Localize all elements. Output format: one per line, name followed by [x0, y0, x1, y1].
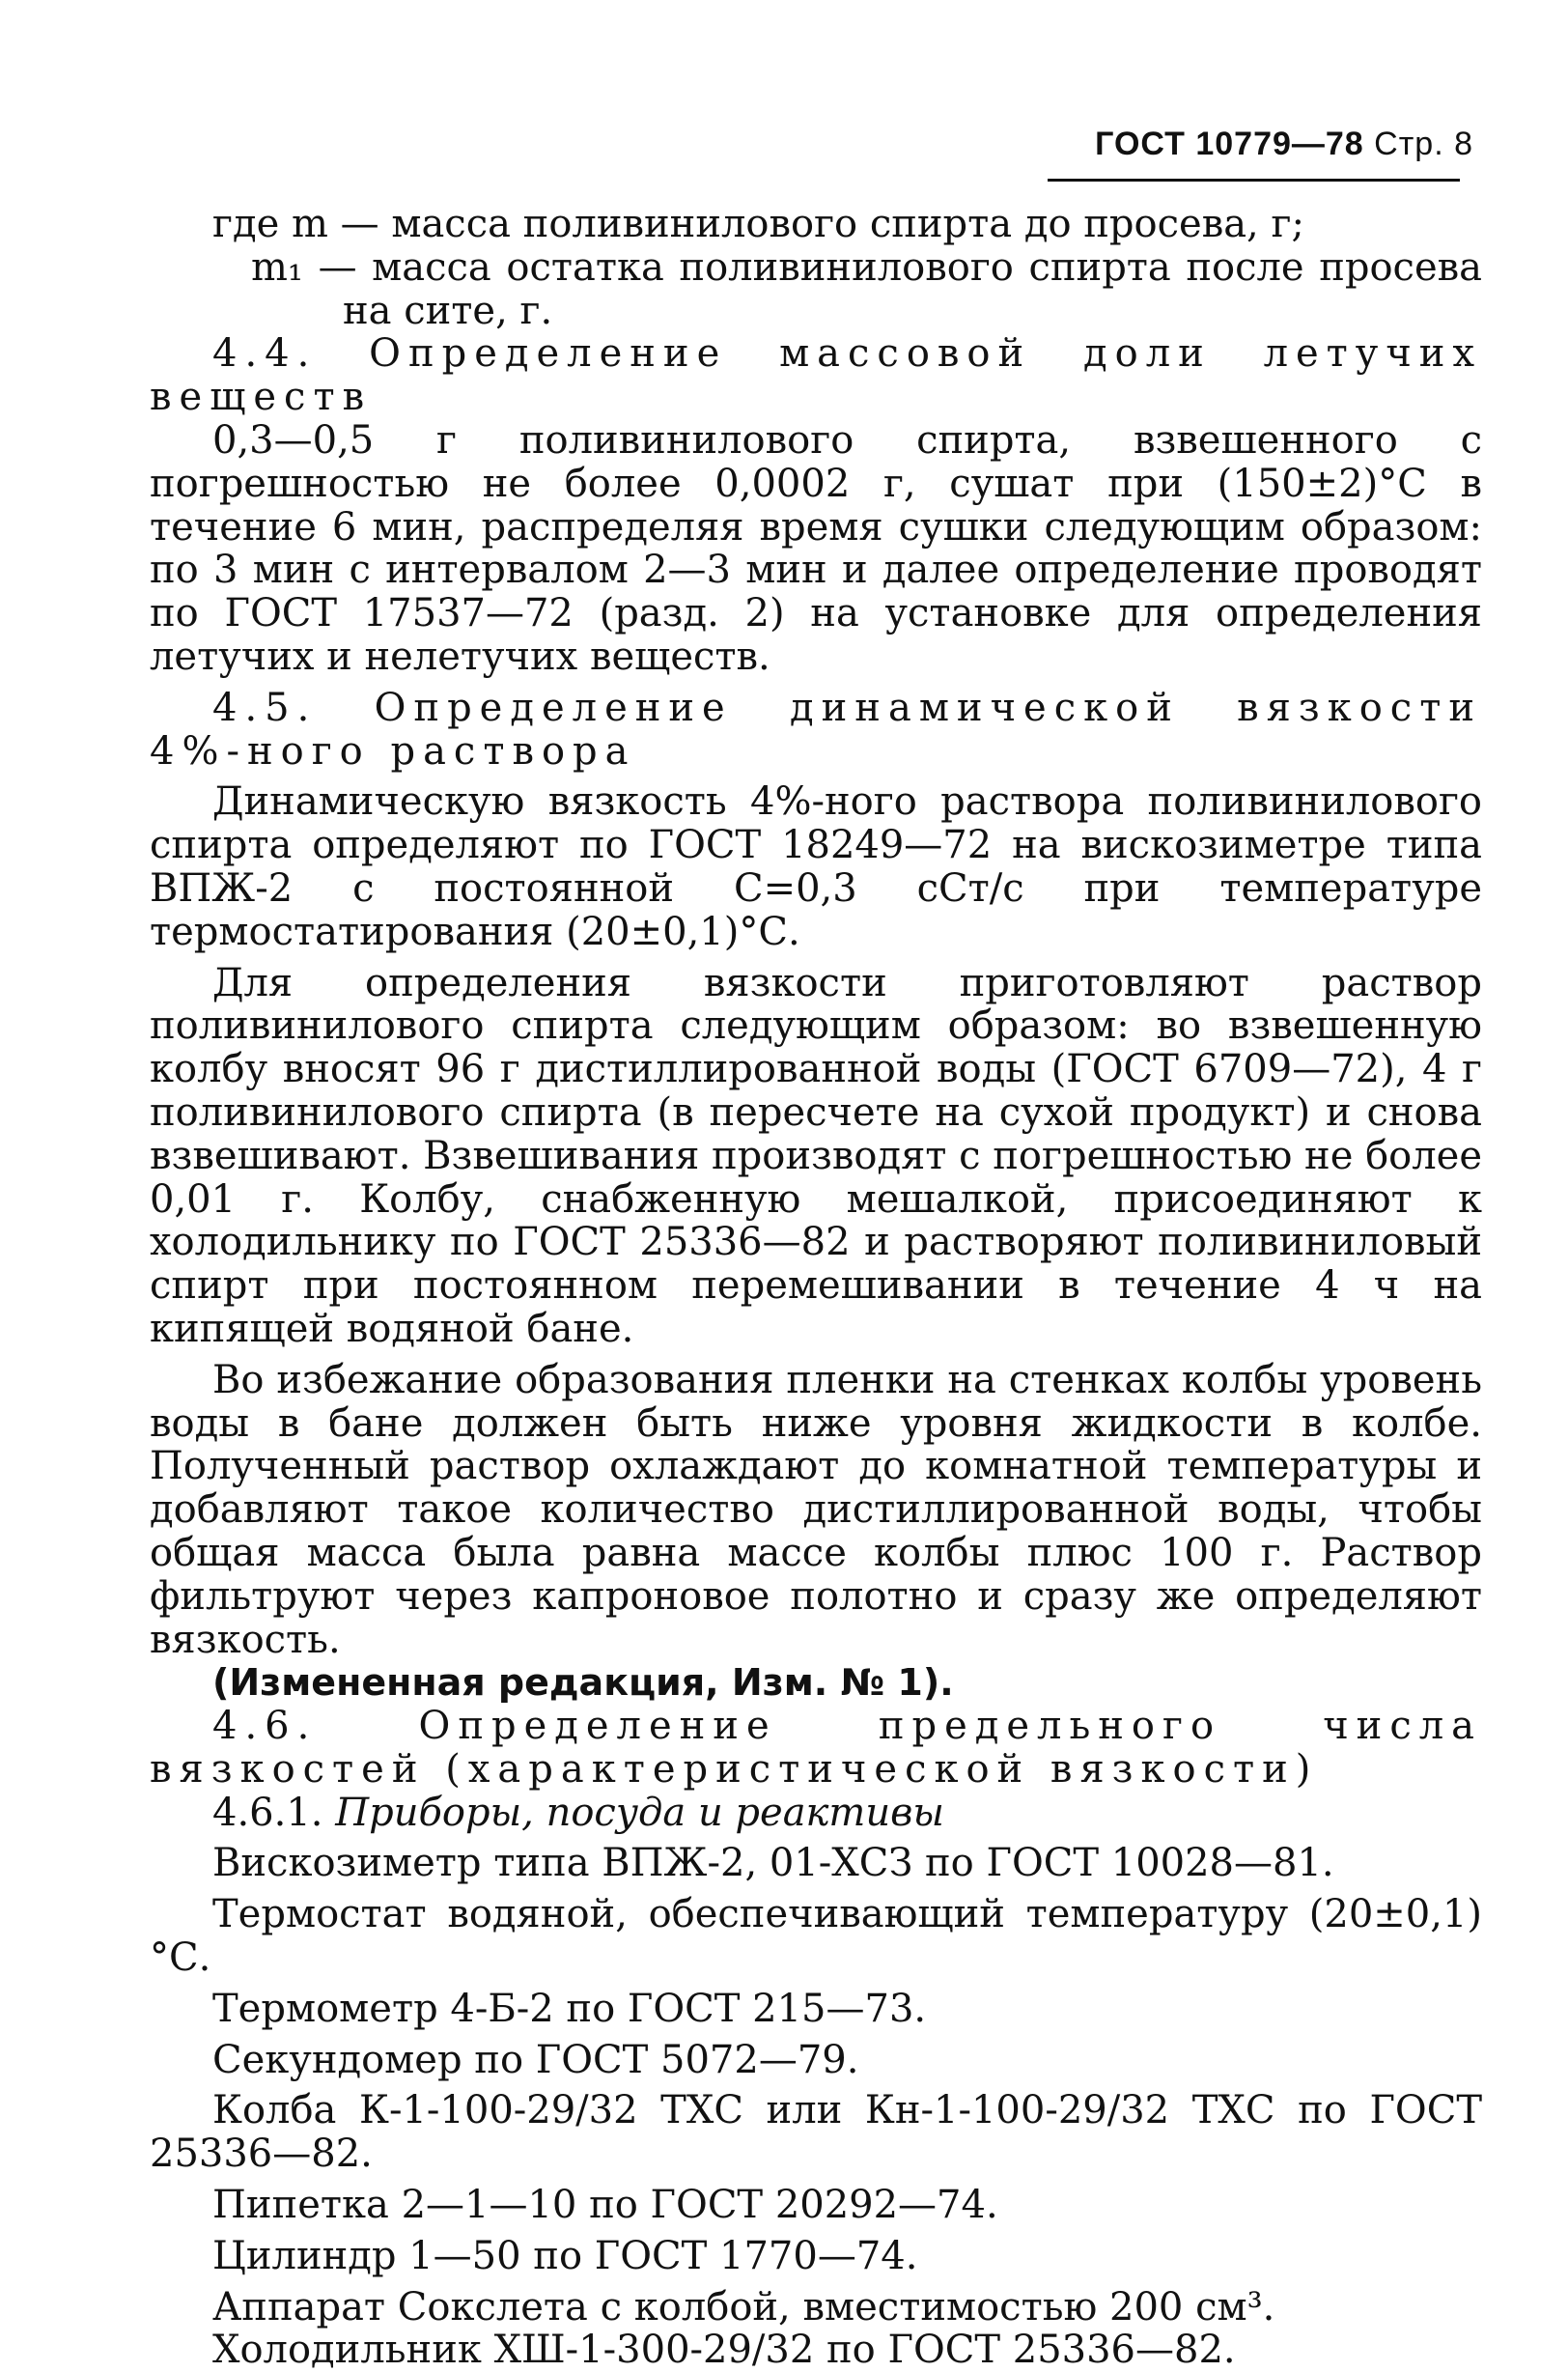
page-number: Стр. 8	[1374, 126, 1473, 162]
section-4-5-paragraph-3: Во избежание образования пленки на стенках колбы уровень воды в бане должен быть ниже уровня жидкости в колбе. Полученный раствор охлаждают до комнатной температуры и добавляют такое количество дистиллированной воды, чтобы общая масса была равна массе колбы плюс 100 г. Раствор фильтруют через капроновое полотно и сразу же определяют вязкость.	[150, 1357, 1482, 1662]
definition-m: где m — масса поливинилового спирта до просева, г;	[212, 202, 1304, 246]
equipment-item: Вискозиметр типа ВПЖ-2, 01-ХСЗ по ГОСТ 10028—81.	[212, 1841, 1334, 1886]
section-4-5-paragraph-2: Для определения вязкости приготовляют раствор поливинилового спирта следующим образом: во взвешенную колбу вносят 96 г дистиллированной воды (ГОСТ 6709—72), 4 г поливинилового спирта (в пересчете на сухой продукт) и снова взвешивают. Взвешивания производят с погрешностью не более 0,01 г. Колбу, снабженную мешалкой, присоединяют к холодильнику по ГОСТ 25336—82 и растворяют поливиниловый спирт при постоянном перемешивании в течение 4 ч на кипящей водяной бане.	[150, 960, 1482, 1351]
amendment-note	[150, 1661, 1482, 1705]
subsection-number: 4.6.1.	[212, 1790, 323, 1835]
equipment-item: Термостат водяной, обеспечивающий температуру (20±0,1)°С.	[150, 1892, 1482, 1981]
equipment-item: Термометр 4-Б-2 по ГОСТ 215—73.	[212, 1986, 927, 2031]
equipment-item: Пипетка 2—1—10 по ГОСТ 20292—74.	[212, 2183, 998, 2228]
equipment-item: Цилиндр 1—50 по ГОСТ 1770—74.	[212, 2233, 918, 2278]
amendment-text: (Измененная редакция, Изм. № 1).	[212, 1661, 954, 1705]
section-4-4-text: 0,3—0,5 г поливинилового спирта, взвешенного с погрешностью не более 0,0002 г, сушат при (150±2)°С в течение 6 мин, распределяя время сушки следующим образом: по 3 мин с интервалом 2—3 мин и далее определение проводят по ГОСТ 17537—72 (разд. 2) на установке для определения летучих и нелетучих веществ.	[150, 417, 1482, 679]
standard-number: ГОСТ 10779—78	[1095, 126, 1364, 162]
equipment-item: Аппарат Сокслета с колбой, вместимостью 200 см³.	[212, 2284, 1275, 2330]
equipment-item: Секундомер по ГОСТ 5072—79.	[212, 2037, 859, 2082]
equipment-item: Колба К-1-100-29/32 ТХС или Кн-1-100-29/32 ТХС по ГОСТ 25336—82.	[150, 2088, 1482, 2177]
definition-m1: m₁ — масса остатка поливинилового спирта после просева на сите, г.	[251, 244, 1482, 333]
section-4-5-paragraph-1: Динамическую вязкость 4%-ного раствора поливинилового спирта определяют по ГОСТ 18249—72 на вискозиметре типа ВПЖ-2 с постоянной С=0,3 сСт/с при температуре термостатирования (20±0,1)°С.	[150, 779, 1482, 954]
subsection-title: Приборы, посуда и реактивы	[335, 1790, 944, 1835]
section-4-4-heading: 4.4. Определение массовой доли летучих веществ	[150, 331, 1482, 420]
section-4-5-heading: 4.5. Определение динамической вязкости 4%-ного раствора	[150, 685, 1482, 774]
section-4-6-heading: 4.6. Определение предельного числа вязкостей (характеристической вязкости)	[150, 1704, 1482, 1792]
equipment-item: Холодильник ХШ-1-300-29/32 по ГОСТ 25336—82.	[212, 2328, 1236, 2372]
header-rule	[1048, 179, 1460, 182]
section-4-6-1-heading	[150, 1792, 1482, 1835]
page-header	[1095, 126, 1473, 163]
document-body	[150, 203, 1482, 2372]
